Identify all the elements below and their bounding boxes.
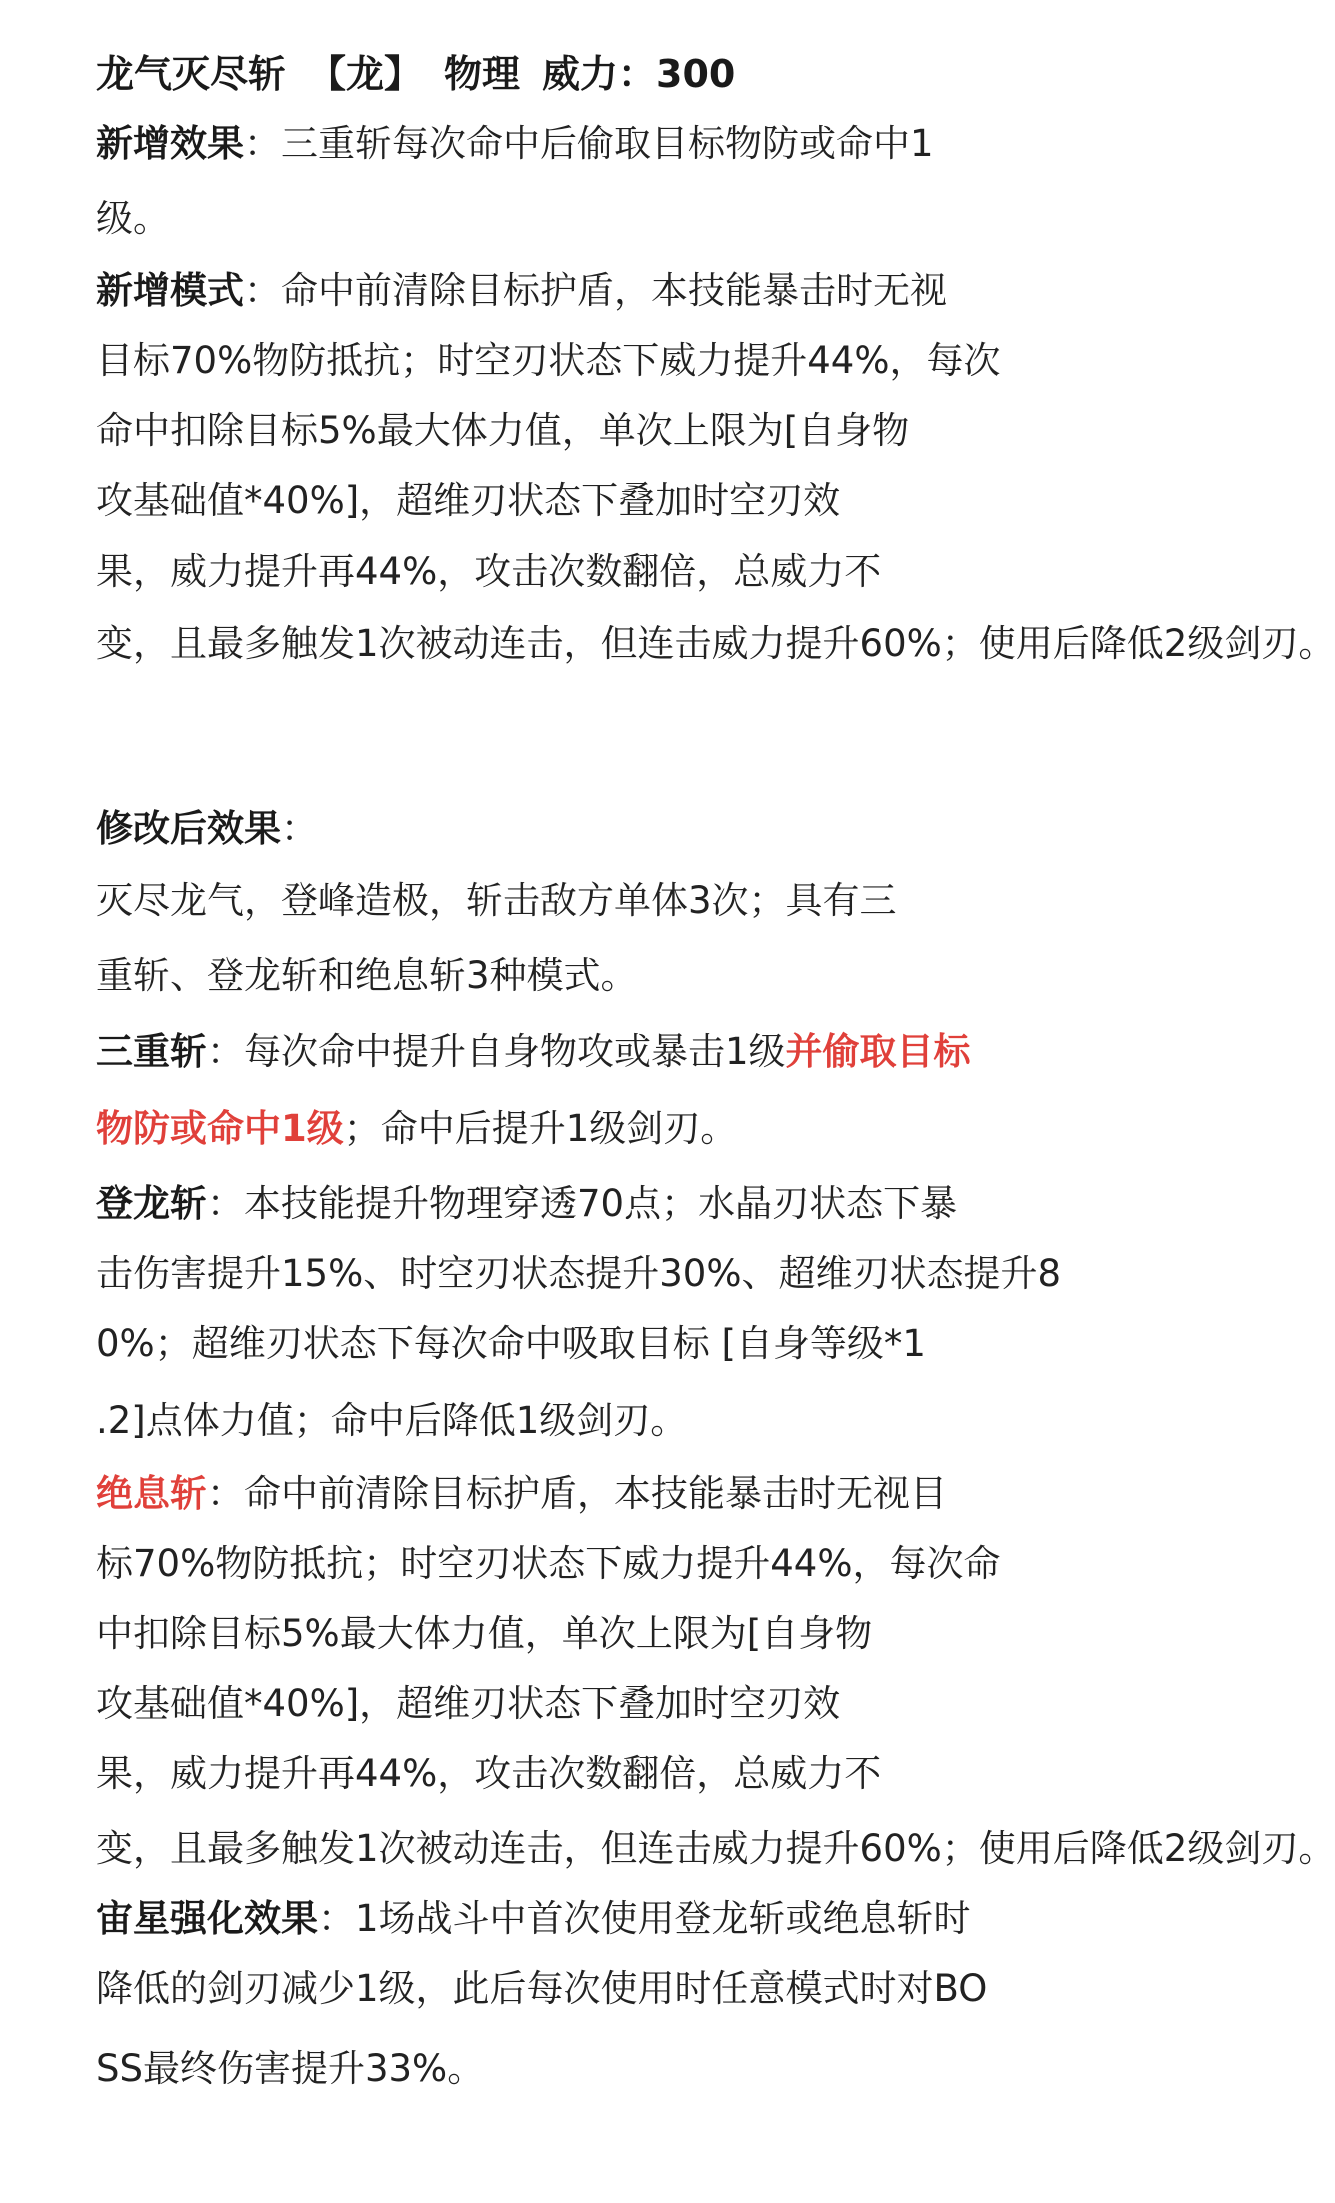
denglong-text-1: 本技能提升物理穿透70点；水晶刃状态下暴	[244, 1182, 958, 1225]
star-text-2: 降低的剑刃减少1级，此后每次使用时任意模式时对BO	[96, 1967, 988, 2010]
denglong-text-3: 0%；超维刃状态下每次命中吸取目标 [自身等级*1	[96, 1322, 926, 1365]
new-mode-text-2: 目标70%物防抵抗；时空刃状态下威力提升44%，每次	[96, 339, 1001, 382]
modified-heading: 修改后效果：	[96, 807, 318, 850]
star-line-3	[96, 2045, 484, 2093]
triple-label: 三重斩	[96, 1030, 207, 1073]
new-mode-text-3: 命中扣除目标5%最大体力值，单次上限为[自身物	[96, 409, 910, 452]
juexi-line-6	[96, 1825, 1335, 1873]
triple-text-a: 每次命中提升自身物攻或暴击1级	[244, 1030, 786, 1073]
star-label: 宙星强化效果	[96, 1897, 318, 1940]
new-effect-line-2	[96, 195, 170, 243]
denglong-line-1: 登龙斩：本技能提升物理穿透70点；水晶刃状态下暴	[96, 1182, 958, 1225]
new-mode-line-1: 新增模式：命中前清除目标护盾，本技能暴击时无视	[96, 269, 947, 312]
new-mode-text-4: 攻基础值*40%]，超维刃状态下叠加时空刃效	[96, 479, 841, 522]
denglong-line-2	[96, 1250, 1061, 1298]
star-text-1: 1场战斗中首次使用登龙斩或绝息斩时	[355, 1897, 971, 1940]
modified-label: 修改后效果	[96, 807, 281, 850]
denglong-text-4: .2]点体力值；命中后降低1级剑刃。	[96, 1399, 688, 1442]
modified-line-2	[96, 952, 638, 1000]
triple-line-1: 三重斩：每次命中提升自身物攻或暴击1级并偷取目标	[96, 1030, 971, 1073]
skill-power: 威力：300	[542, 52, 736, 96]
skill-name: 龙气灭尽斩	[96, 52, 287, 96]
juexi-line-1: 绝息斩：命中前清除目标护盾，本技能暴击时无视目	[96, 1472, 947, 1515]
denglong-label: 登龙斩	[96, 1182, 207, 1225]
juexi-label: 绝息斩	[96, 1472, 207, 1515]
skill-title	[96, 50, 735, 98]
new-effect-text-1: 三重斩每次命中后偷取目标物防或命中1	[281, 122, 934, 165]
denglong-text-2: 击伤害提升15%、时空刃状态提升30%、超维刃状态提升8	[96, 1252, 1062, 1295]
denglong-line-4	[96, 1397, 687, 1445]
juexi-text-6: 变，且最多触发1次被动连击，但连击威力提升60%；使用后降低2级剑刃。	[96, 1827, 1335, 1870]
skill-tag: 【龙】	[308, 52, 423, 96]
new-mode-text-6: 变，且最多触发1次被动连击，但连击威力提升60%；使用后降低2级剑刃。	[96, 622, 1335, 665]
new-mode-line-4	[96, 477, 840, 525]
star-line-2	[96, 1965, 987, 2013]
juexi-text-4: 攻基础值*40%]，超维刃状态下叠加时空刃效	[96, 1682, 841, 1725]
juexi-line-4	[96, 1680, 840, 1728]
star-line-1: 宙星强化效果：1场战斗中首次使用登龙斩或绝息斩时	[96, 1897, 971, 1940]
triple-line-2	[96, 1105, 737, 1153]
juexi-text-2: 标70%物防抵抗；时空刃状态下威力提升44%，每次命	[96, 1542, 1001, 1585]
juexi-line-5	[96, 1750, 881, 1798]
new-mode-text-1: 命中前清除目标护盾，本技能暴击时无视	[281, 269, 947, 312]
juexi-text-3: 中扣除目标5%最大体力值，单次上限为[自身物	[96, 1612, 873, 1655]
new-effect-text-2: 级。	[96, 197, 170, 240]
modified-text-1: 灭尽龙气，登峰造极，斩击敌方单体3次；具有三	[96, 879, 897, 922]
triple-text-b: ；命中后提升1级剑刃。	[343, 1107, 738, 1150]
juexi-text-5: 果，威力提升再44%，攻击次数翻倍，总威力不	[96, 1752, 882, 1795]
denglong-line-3	[96, 1320, 926, 1368]
new-mode-line-2	[96, 337, 1000, 385]
modified-line-1	[96, 877, 897, 925]
juexi-line-2	[96, 1540, 1000, 1588]
skill-type: 物理	[444, 52, 521, 96]
triple-highlight-1: 并偷取目标	[785, 1030, 971, 1073]
new-effect-label: 新增效果	[96, 122, 244, 165]
new-mode-text-5: 果，威力提升再44%，攻击次数翻倍，总威力不	[96, 550, 882, 593]
new-mode-line-3	[96, 407, 909, 455]
modified-text-2: 重斩、登龙斩和绝息斩3种模式。	[96, 954, 638, 997]
juexi-line-3	[96, 1610, 872, 1658]
juexi-text-1: 命中前清除目标护盾，本技能暴击时无视目	[244, 1472, 947, 1515]
star-text-3: SS最终伤害提升33%。	[96, 2047, 485, 2090]
new-mode-line-6	[96, 620, 1335, 668]
new-mode-line-5	[96, 548, 881, 596]
new-mode-label: 新增模式	[96, 269, 244, 312]
triple-highlight-2: 物防或命中1级	[96, 1107, 344, 1150]
new-effect-line-1: 新增效果：三重斩每次命中后偷取目标物防或命中1	[96, 122, 934, 165]
